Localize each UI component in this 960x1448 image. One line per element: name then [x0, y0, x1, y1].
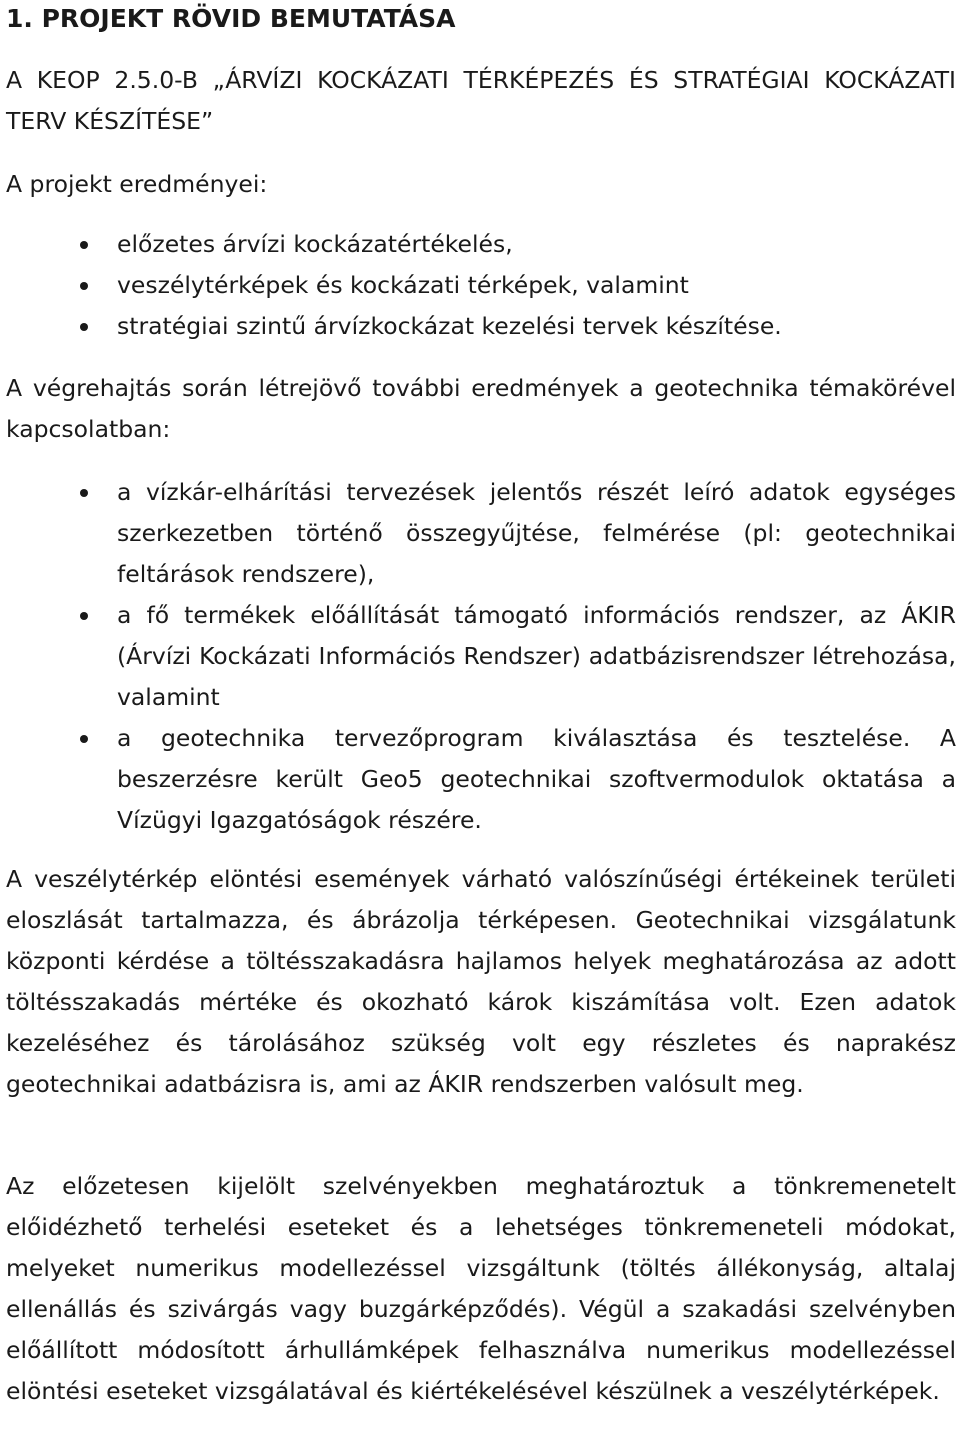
geotechnics-intro: A végrehajtás során létrejövő további eredmények a geotechnika témakörével kapcsolatban: — [6, 374, 956, 443]
bullet-icon — [80, 735, 88, 743]
list-item: veszélytérképek és kockázati térképek, valamint — [6, 265, 956, 306]
list-item: előzetes árvízi kockázatértékelés, — [6, 224, 956, 265]
bullet-icon — [80, 241, 88, 249]
section-heading: 1. PROJEKT RÖVID BEMUTATÁSA — [6, 4, 456, 33]
list-item: a vízkár-elhárítási tervezések jelentős részét leíró adatok egységes szerkezetben történő összegyűjtése, felmérése (pl: geotechnikai feltárások rendszere), — [6, 472, 956, 595]
list-item: a fő termékek előállítását támogató információs rendszer, az ÁKIR (Árvízi Kockázati Információs Rendszer) adatbázisrendszer létrehozása, valamint — [6, 595, 956, 718]
bullet-icon — [80, 323, 88, 331]
list-item: stratégiai szintű árvízkockázat kezelési tervek készítése. — [6, 306, 956, 347]
results-list — [6, 224, 956, 347]
project-title: A KEOP 2.5.0-B „ÁRVÍZI KOCKÁZATI TÉRKÉPEZÉS ÉS STRATÉGIAI KOCKÁZATI TERV KÉSZÍTÉSE” — [6, 66, 956, 135]
bullet-icon — [80, 282, 88, 290]
list-item: a geotechnika tervezőprogram kiválasztása és tesztelése. A beszerzésre került Geo5 geotechnikai szoftvermodulok oktatása a Vízügyi Igazgatóságok részére. — [6, 718, 956, 841]
bullet-icon — [80, 612, 88, 620]
results-intro: A projekt eredményei: — [6, 170, 268, 198]
paragraph-failure-modes: Az előzetesen kijelölt szelvényekben meghatároztuk a tönkremenetelt előidézhető terhelési eseteket és a lehetséges tönkremeneteli módokat, melyeket numerikus modellezéssel vizsgáltunk (töltés állékonyság, altalaj ellenállás és szivárgás vagy buzgárképződés). Végül a szakadási szelvényben előállított módosított árhullámképek felhasználva numerikus modellezéssel elöntési eseteket vizsgálatával és kiértékelésével készülnek a veszélytérképek. — [6, 1172, 956, 1405]
geotechnics-results-list — [6, 472, 956, 841]
bullet-icon — [80, 489, 88, 497]
paragraph-hazard-map: A veszélytérkép elöntési események várható valószínűségi értékeinek területi eloszlását tartalmazza, és ábrázolja térképesen. Geotechnikai vizsgálatunk központi kérdése a töltésszakadásra hajlamos helyek meghatározása az adott töltésszakadás mértéke és okozható károk kiszámítása volt. Ezen adatok kezeléséhez és tárolásához szükség volt egy részletes és naprakész geotechnikai adatbázisra is, ami az ÁKIR rendszerben valósult meg. — [6, 865, 956, 1098]
